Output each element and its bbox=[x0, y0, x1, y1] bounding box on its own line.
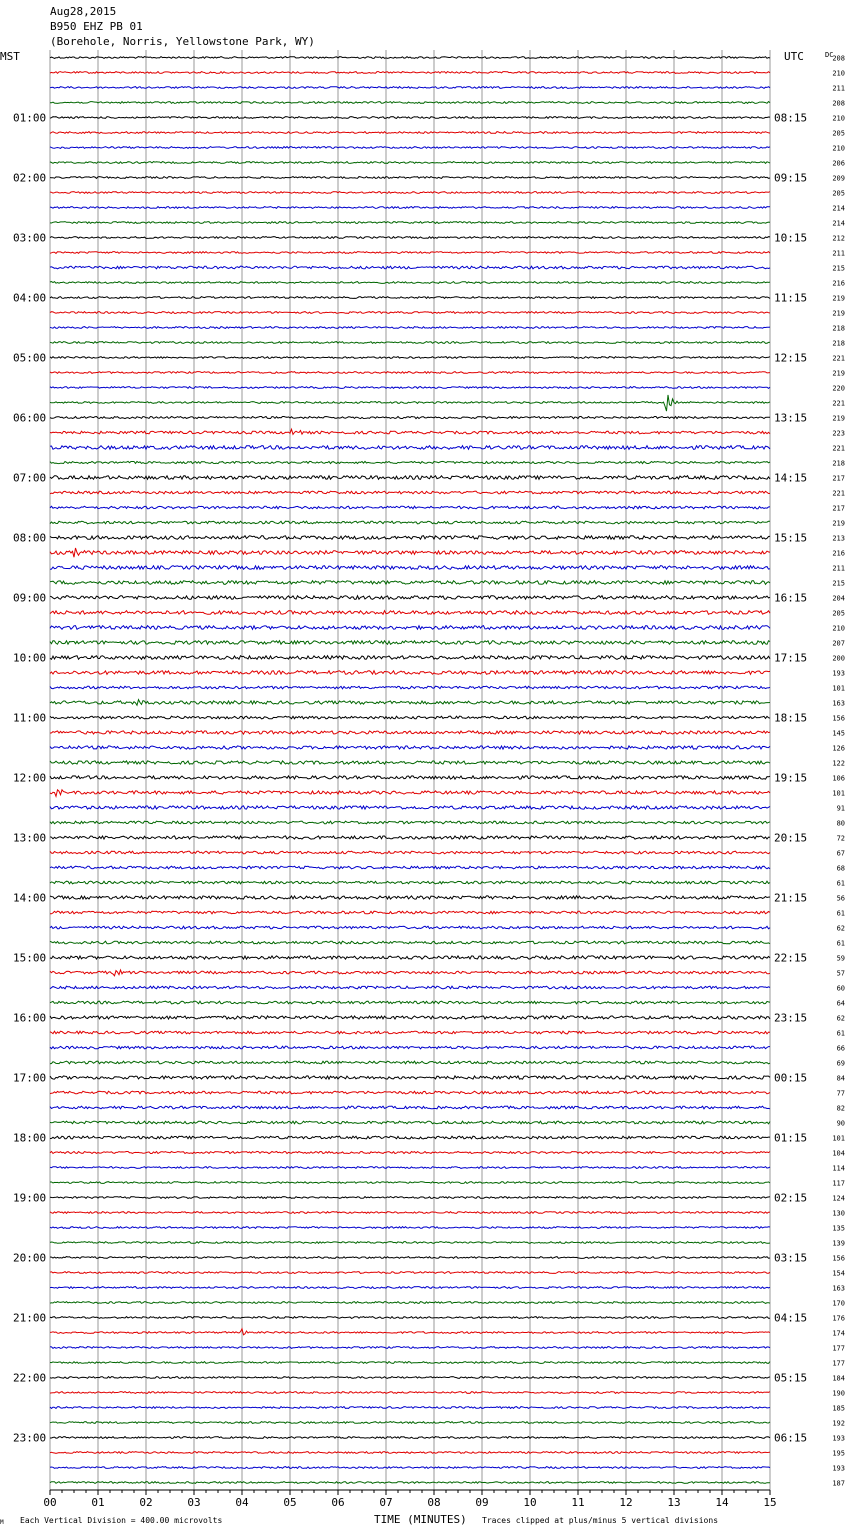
utc-zone-label: UTC bbox=[784, 50, 804, 63]
x-tick-label: 11 bbox=[571, 1496, 585, 1509]
dc-offset-label: 211 bbox=[832, 249, 845, 258]
dc-offset-label: 91 bbox=[836, 804, 845, 813]
trace-42 bbox=[50, 686, 770, 689]
dc-offset-label: 193 bbox=[832, 669, 845, 678]
dc-offset-label: 90 bbox=[836, 1119, 845, 1128]
trace-17 bbox=[50, 312, 770, 314]
dc-offset-label: 163 bbox=[832, 1284, 845, 1293]
utc-hour-label: 09:15 bbox=[774, 171, 808, 185]
trace-89 bbox=[50, 1392, 770, 1394]
dc-offset-label: 145 bbox=[832, 729, 845, 738]
mst-hour-label: 03:00 bbox=[13, 231, 47, 245]
utc-hour-label: 16:15 bbox=[774, 591, 808, 605]
trace-34 bbox=[50, 566, 770, 570]
dc-offset-label: 177 bbox=[832, 1359, 845, 1368]
mst-hour-label: 11:00 bbox=[13, 711, 47, 725]
mst-hour-label: 17:00 bbox=[13, 1071, 47, 1085]
x-tick-label: 02 bbox=[139, 1496, 153, 1509]
x-tick-label: 03 bbox=[187, 1496, 201, 1509]
x-tick-label: 13 bbox=[667, 1496, 681, 1509]
dc-offset-label: 216 bbox=[832, 279, 845, 288]
corner-mark: M bbox=[0, 1519, 4, 1526]
dc-offset-label: 122 bbox=[832, 759, 845, 768]
dc-offset-label: 213 bbox=[832, 534, 845, 543]
trace-37 bbox=[50, 611, 770, 615]
dc-offset-label: 61 bbox=[836, 879, 845, 888]
dc-offset-label: 176 bbox=[832, 1314, 845, 1323]
trace-35 bbox=[50, 581, 770, 585]
trace-32 bbox=[50, 536, 770, 540]
trace-56 bbox=[50, 896, 770, 899]
dc-offset-label: 187 bbox=[832, 1479, 845, 1488]
trace-53 bbox=[50, 851, 770, 854]
dc-offset-label: 210 bbox=[832, 69, 845, 78]
trace-74 bbox=[50, 1167, 770, 1169]
dc-offset-label: 82 bbox=[836, 1104, 845, 1113]
mst-hour-label: 14:00 bbox=[13, 891, 47, 905]
trace-64 bbox=[50, 1016, 770, 1019]
trace-21 bbox=[50, 372, 770, 374]
dc-offset-label: 220 bbox=[832, 384, 845, 393]
trace-57 bbox=[50, 911, 770, 914]
utc-hour-label: 12:15 bbox=[774, 351, 808, 365]
dc-offset-label: 61 bbox=[836, 939, 845, 948]
trace-9 bbox=[50, 192, 770, 194]
mst-hour-label: 05:00 bbox=[13, 351, 47, 365]
trace-29 bbox=[50, 491, 770, 494]
x-tick-label: 10 bbox=[523, 1496, 537, 1509]
utc-hour-label: 01:15 bbox=[774, 1131, 808, 1145]
x-tick-label: 04 bbox=[235, 1496, 249, 1509]
trace-45 bbox=[50, 731, 770, 734]
dc-offset-label: 62 bbox=[836, 924, 845, 933]
trace-85 bbox=[50, 1329, 770, 1335]
dc-offset-label: 124 bbox=[832, 1194, 845, 1203]
dc-offset-label: 219 bbox=[832, 309, 845, 318]
dc-offset-label: 208 bbox=[832, 54, 845, 63]
dc-offset-label: 207 bbox=[832, 639, 845, 648]
dc-offset-label: 210 bbox=[832, 144, 845, 153]
dc-offset-label: 205 bbox=[832, 129, 845, 138]
dc-offset-label: 205 bbox=[832, 609, 845, 618]
trace-50 bbox=[50, 806, 770, 809]
trace-76 bbox=[50, 1197, 770, 1199]
trace-73 bbox=[50, 1151, 770, 1153]
trace-4 bbox=[50, 117, 770, 119]
mst-hour-label: 18:00 bbox=[13, 1131, 47, 1145]
trace-25 bbox=[50, 429, 770, 434]
mst-hour-label: 08:00 bbox=[13, 531, 47, 545]
trace-71 bbox=[50, 1121, 770, 1124]
dc-offset-label: 62 bbox=[836, 1014, 845, 1023]
dc-offset-label: 139 bbox=[832, 1239, 845, 1248]
dc-offset-label: 217 bbox=[832, 474, 845, 483]
trace-82 bbox=[50, 1287, 770, 1289]
trace-95 bbox=[50, 1482, 770, 1484]
utc-hour-label: 11:15 bbox=[774, 291, 808, 305]
trace-72 bbox=[50, 1136, 770, 1139]
dc-offset-label: 209 bbox=[832, 174, 845, 183]
dc-offset-label: 211 bbox=[832, 84, 845, 93]
mst-zone-label: MST bbox=[0, 50, 20, 63]
utc-hour-label: 06:15 bbox=[774, 1431, 808, 1445]
dc-offset-label: 185 bbox=[832, 1404, 845, 1413]
trace-65 bbox=[50, 1031, 770, 1034]
trace-44 bbox=[50, 716, 770, 719]
trace-63 bbox=[50, 1001, 770, 1004]
trace-77 bbox=[50, 1212, 770, 1214]
dc-offset-label: 67 bbox=[836, 849, 845, 858]
utc-hour-label: 23:15 bbox=[774, 1011, 808, 1025]
trace-7 bbox=[50, 162, 770, 164]
trace-81 bbox=[50, 1272, 770, 1274]
x-tick-label: 06 bbox=[331, 1496, 345, 1509]
utc-hour-label: 20:15 bbox=[774, 831, 808, 845]
mst-hour-label: 01:00 bbox=[13, 111, 47, 125]
dc-offset-label: 221 bbox=[832, 444, 845, 453]
mst-hour-label: 06:00 bbox=[13, 411, 47, 425]
trace-26 bbox=[50, 446, 770, 450]
trace-41 bbox=[50, 671, 770, 675]
dc-offset-label: 214 bbox=[832, 219, 845, 228]
trace-27 bbox=[50, 461, 770, 463]
dc-offset-label: 61 bbox=[836, 909, 845, 918]
x-tick-label: 12 bbox=[619, 1496, 633, 1509]
dc-offset-label: 135 bbox=[832, 1224, 845, 1233]
trace-83 bbox=[50, 1302, 770, 1304]
dc-offset-label: 106 bbox=[832, 774, 845, 783]
dc-offset-label: 214 bbox=[832, 204, 845, 213]
trace-36 bbox=[50, 596, 770, 600]
trace-39 bbox=[50, 641, 770, 645]
dc-offset-label: 208 bbox=[832, 99, 845, 108]
dc-offset-label: 219 bbox=[832, 369, 845, 378]
trace-48 bbox=[50, 776, 770, 779]
utc-hour-label: 17:15 bbox=[774, 651, 808, 665]
trace-61 bbox=[50, 970, 770, 976]
dc-offset-label: 154 bbox=[832, 1269, 845, 1278]
dc-offset-label: 80 bbox=[836, 819, 845, 828]
dc-offset-label: 211 bbox=[832, 564, 845, 573]
trace-47 bbox=[50, 761, 770, 764]
mst-hour-label: 12:00 bbox=[13, 771, 47, 785]
x-tick-label: 05 bbox=[283, 1496, 297, 1509]
station-location: (Borehole, Norris, Yellowstone Park, WY) bbox=[50, 35, 315, 48]
dc-offset-label: 221 bbox=[832, 399, 845, 408]
trace-28 bbox=[50, 476, 770, 480]
dc-offset-label: 210 bbox=[832, 114, 845, 123]
utc-hour-label: 19:15 bbox=[774, 771, 808, 785]
dc-offset-label: 101 bbox=[832, 789, 845, 798]
utc-hour-label: 02:15 bbox=[774, 1191, 808, 1205]
dc-offset-labels bbox=[832, 55, 845, 1488]
dc-offset-label: 218 bbox=[832, 459, 845, 468]
trace-38 bbox=[50, 626, 770, 630]
trace-23 bbox=[50, 395, 770, 411]
dc-offset-label: 101 bbox=[832, 1134, 845, 1143]
trace-58 bbox=[50, 926, 770, 929]
dc-offset-label: 221 bbox=[832, 489, 845, 498]
scale-note: Each Vertical Division = 400.00 microvolts bbox=[20, 1516, 223, 1525]
dc-offset-label: 84 bbox=[836, 1074, 845, 1083]
trace-3 bbox=[50, 102, 770, 104]
clip-note: Traces clipped at plus/minus 5 vertical divisions bbox=[482, 1516, 719, 1525]
utc-hour-label: 14:15 bbox=[774, 471, 808, 485]
dc-offset-label: 200 bbox=[832, 654, 845, 663]
trace-30 bbox=[50, 506, 770, 509]
dc-offset-label: 204 bbox=[832, 594, 845, 603]
mst-hour-label: 13:00 bbox=[13, 831, 47, 845]
trace-0 bbox=[50, 57, 770, 59]
trace-16 bbox=[50, 297, 770, 299]
trace-12 bbox=[50, 237, 770, 239]
trace-52 bbox=[50, 836, 770, 839]
trace-31 bbox=[50, 521, 770, 524]
utc-hour-label: 13:15 bbox=[774, 411, 808, 425]
mst-hour-label: 20:00 bbox=[13, 1251, 47, 1265]
trace-87 bbox=[50, 1362, 770, 1364]
trace-6 bbox=[50, 147, 770, 149]
trace-59 bbox=[50, 941, 770, 944]
dc-offset-label: 69 bbox=[836, 1059, 845, 1068]
mst-hour-label: 10:00 bbox=[13, 651, 47, 665]
dc-offset-label: 170 bbox=[832, 1299, 845, 1308]
dc-offset-label: 68 bbox=[836, 864, 845, 873]
trace-67 bbox=[50, 1061, 770, 1064]
utc-hour-label: 18:15 bbox=[774, 711, 808, 725]
trace-33 bbox=[50, 548, 770, 557]
utc-hour-label: 22:15 bbox=[774, 951, 808, 965]
trace-60 bbox=[50, 956, 770, 959]
trace-11 bbox=[50, 222, 770, 224]
dc-offset-label: 72 bbox=[836, 834, 845, 843]
x-tick-label: 09 bbox=[475, 1496, 489, 1509]
x-tick-label: 00 bbox=[43, 1496, 57, 1509]
dc-offset-label: 193 bbox=[832, 1464, 845, 1473]
dc-offset-label: 210 bbox=[832, 624, 845, 633]
seismic-traces bbox=[50, 57, 770, 1484]
dc-offset-label: 61 bbox=[836, 1029, 845, 1038]
trace-2 bbox=[50, 87, 770, 89]
trace-91 bbox=[50, 1422, 770, 1424]
dc-offset-label: 163 bbox=[832, 699, 845, 708]
dc-offset-label: 193 bbox=[832, 1434, 845, 1443]
utc-hour-label: 05:15 bbox=[774, 1371, 808, 1385]
dc-offset-label: 190 bbox=[832, 1389, 845, 1398]
x-tick-label: 07 bbox=[379, 1496, 393, 1509]
trace-18 bbox=[50, 327, 770, 329]
dc-offset-label: 57 bbox=[836, 969, 845, 978]
x-tick-label: 08 bbox=[427, 1496, 441, 1509]
dc-offset-label: 104 bbox=[832, 1149, 845, 1158]
dc-offset-label: 126 bbox=[832, 744, 845, 753]
x-tick-label: 15 bbox=[763, 1496, 777, 1509]
x-tick-label: 14 bbox=[715, 1496, 729, 1509]
dc-offset-label: 217 bbox=[832, 504, 845, 513]
mst-hour-label: 21:00 bbox=[13, 1311, 47, 1325]
dc-offset-label: 215 bbox=[832, 579, 845, 588]
trace-84 bbox=[50, 1317, 770, 1319]
trace-66 bbox=[50, 1046, 770, 1049]
utc-hour-label: 04:15 bbox=[774, 1311, 808, 1325]
trace-79 bbox=[50, 1242, 770, 1244]
trace-68 bbox=[50, 1076, 770, 1079]
dc-offset-label: 218 bbox=[832, 339, 845, 348]
trace-24 bbox=[50, 416, 770, 418]
dc-offset-label: 206 bbox=[832, 159, 845, 168]
time-axis bbox=[43, 1490, 776, 1509]
trace-86 bbox=[50, 1347, 770, 1349]
trace-10 bbox=[50, 207, 770, 209]
trace-54 bbox=[50, 866, 770, 869]
station-id: B950 EHZ PB 01 bbox=[50, 20, 143, 33]
dc-offset-label: 114 bbox=[832, 1164, 845, 1173]
trace-80 bbox=[50, 1257, 770, 1259]
trace-49 bbox=[50, 790, 770, 797]
dc-offset-label: 117 bbox=[832, 1179, 845, 1188]
dc-offset-label: 195 bbox=[832, 1449, 845, 1458]
dc-offset-label: 192 bbox=[832, 1419, 845, 1428]
dc-offset-label: 205 bbox=[832, 189, 845, 198]
mst-hour-label: 04:00 bbox=[13, 291, 47, 305]
trace-90 bbox=[50, 1407, 770, 1409]
mst-hour-label: 19:00 bbox=[13, 1191, 47, 1205]
mst-hour-label: 23:00 bbox=[13, 1431, 47, 1445]
utc-hour-label: 15:15 bbox=[774, 531, 808, 545]
dc-offset-label: 177 bbox=[832, 1344, 845, 1353]
dc-offset-label: 56 bbox=[836, 894, 845, 903]
trace-20 bbox=[50, 357, 770, 359]
dc-offset-label: 219 bbox=[832, 414, 845, 423]
dc-offset-label: 77 bbox=[836, 1089, 845, 1098]
trace-51 bbox=[50, 821, 770, 824]
trace-55 bbox=[50, 881, 770, 884]
trace-78 bbox=[50, 1227, 770, 1229]
mst-hour-label: 16:00 bbox=[13, 1011, 47, 1025]
dc-offset-label: 101 bbox=[832, 684, 845, 693]
dc-offset-label: 212 bbox=[832, 234, 845, 243]
utc-hour-label: 21:15 bbox=[774, 891, 808, 905]
trace-8 bbox=[50, 177, 770, 179]
mst-hour-label: 02:00 bbox=[13, 171, 47, 185]
dc-offset-label: 219 bbox=[832, 519, 845, 528]
trace-75 bbox=[50, 1182, 770, 1184]
dc-offset-label: 64 bbox=[836, 999, 845, 1008]
utc-hour-label: 00:15 bbox=[774, 1071, 808, 1085]
trace-46 bbox=[50, 746, 770, 749]
trace-43 bbox=[50, 700, 770, 706]
dc-offset-label: 59 bbox=[836, 954, 845, 963]
trace-22 bbox=[50, 387, 770, 389]
trace-40 bbox=[50, 656, 770, 660]
trace-15 bbox=[50, 282, 770, 284]
trace-1 bbox=[50, 72, 770, 74]
utc-hour-label: 10:15 bbox=[774, 231, 808, 245]
trace-62 bbox=[50, 986, 770, 989]
trace-14 bbox=[50, 266, 770, 269]
dc-offset-label: 156 bbox=[832, 1254, 845, 1263]
trace-70 bbox=[50, 1106, 770, 1109]
mst-hour-label: 15:00 bbox=[13, 951, 47, 965]
dc-offset-label: 156 bbox=[832, 714, 845, 723]
dc-offset-label: 60 bbox=[836, 984, 845, 993]
mst-hour-label: 07:00 bbox=[13, 471, 47, 485]
dc-offset-label: 221 bbox=[832, 354, 845, 363]
dc-offset-label: 215 bbox=[832, 264, 845, 273]
utc-hour-label: 08:15 bbox=[774, 111, 808, 125]
mst-hour-label: 22:00 bbox=[13, 1371, 47, 1385]
trace-93 bbox=[50, 1452, 770, 1454]
dc-offset-label: 223 bbox=[832, 429, 845, 438]
trace-19 bbox=[50, 342, 770, 344]
dc-offset-label: 219 bbox=[832, 294, 845, 303]
mst-hour-label: 09:00 bbox=[13, 591, 47, 605]
dc-offset-label: 216 bbox=[832, 549, 845, 558]
trace-13 bbox=[50, 252, 770, 254]
dc-offset-label: 130 bbox=[832, 1209, 845, 1218]
x-tick-label: 01 bbox=[91, 1496, 105, 1509]
trace-5 bbox=[50, 132, 770, 134]
utc-hour-labels bbox=[774, 112, 807, 1445]
trace-94 bbox=[50, 1467, 770, 1469]
dc-column-label: DC bbox=[825, 51, 834, 59]
x-axis-label: TIME (MINUTES) bbox=[374, 1513, 467, 1526]
trace-69 bbox=[50, 1091, 770, 1094]
dc-offset-label: 174 bbox=[832, 1329, 845, 1338]
trace-92 bbox=[50, 1437, 770, 1439]
trace-88 bbox=[50, 1377, 770, 1379]
dc-offset-label: 66 bbox=[836, 1044, 845, 1053]
dc-offset-label: 184 bbox=[832, 1374, 845, 1383]
record-date: Aug28,2015 bbox=[50, 5, 117, 18]
mst-hour-labels bbox=[13, 112, 46, 1445]
utc-hour-label: 03:15 bbox=[774, 1251, 808, 1265]
dc-offset-label: 218 bbox=[832, 324, 845, 333]
